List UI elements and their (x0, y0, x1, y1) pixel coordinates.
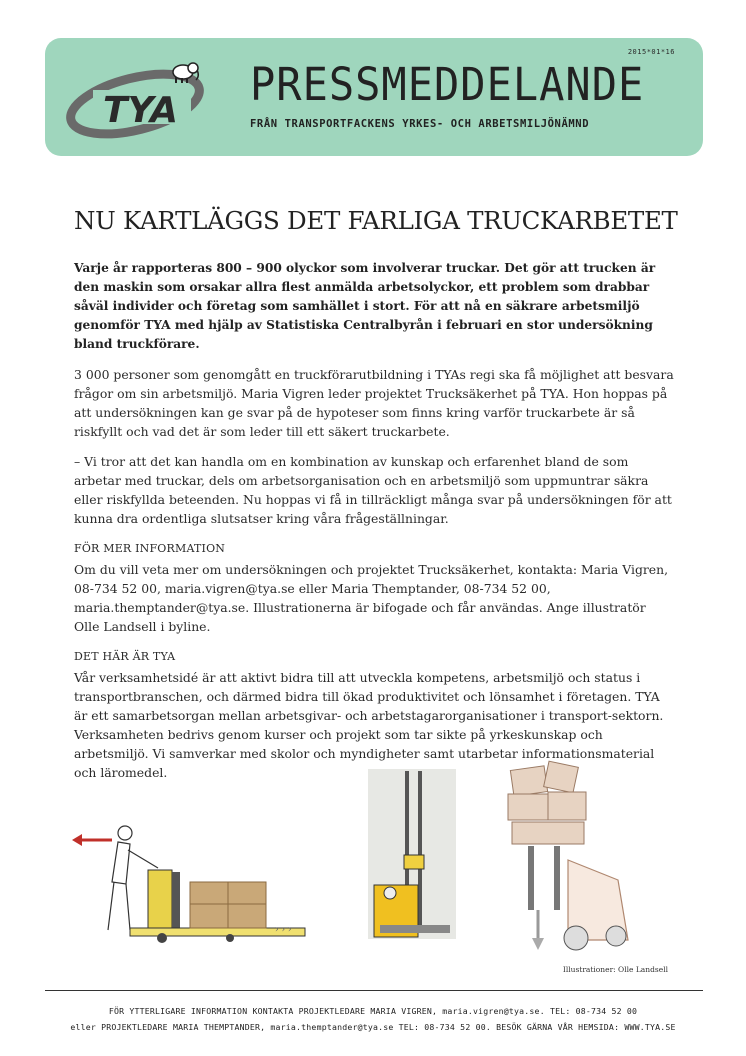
info-paragraph: Om du vill veta mer om undersökningen och projektet Trucksäkerhet, kontakta: Maria Vigren, 08-734 52 00, maria.vigren@tya.se eller Maria Themptander, 08-734 52 00, maria.themptander@tya.se. Illustrationerna är bifogade och får användas. Ange illustratör Olle Landsell i byline. (74, 562, 669, 634)
header-title: PRESSMEDDELANDE (250, 57, 645, 111)
footer-line-1: FÖR YTTERLIGARE INFORMATION KONTAKTA PROJEKTLEDARE MARIA VIGREN, maria.vigren@tya.se. TEL: 08-734 52 00 (108, 1006, 638, 1016)
footer-contact (0, 1003, 746, 1035)
release-date: 2015*01*16 (627, 48, 675, 56)
body-paragraph: 3 000 personer som genomgått en truckförarutbildning i TYAs regi ska få möjlighet att besvara frågor om sin arbetsmiljö. Maria Vigren leder projektet Trucksäkerhet på TYA. Hon hoppas på att undersökningen kan ge svar på de hypoteser som finns kring varför truckarbete är så riskfyllt och vad det är som leder till ett säkert truckarbete. (74, 367, 674, 439)
arrow-left-icon (72, 834, 112, 846)
logo-text: TYA (103, 90, 179, 131)
svg-text:› › ›: › › › (275, 925, 292, 935)
lead-paragraph: Varje år rapporteras 800 – 900 olyckor som involverar truckar. Det gör att trucken är den maskin som orsakar allra flest anmälda arbetsolyckor, ett problem som drabbar såväl individer och företag som samhället i stort. För att nå en säkrare arbetsmiljö genomför TYA med hjälp av Statistiska Centralbyrån i februari en stor undersökning bland truckförare. (74, 261, 656, 351)
header-subtitle: FRÅN TRANSPORTFACKENS YRKES- OCH ARBETSMILJÖNÄMND (250, 118, 590, 130)
tya-logo (63, 50, 213, 146)
illustration-credit: Illustrationer: Olle Landsell (562, 965, 668, 974)
pallet-truck-illustration (70, 820, 310, 945)
press-release-header (45, 38, 703, 156)
footer-divider (45, 990, 703, 991)
quote-paragraph: – Vi tror att det kan handla om en kombination av kunskap och erfarenhet bland de som arbetar med truckar, dels om arbetsorganisation och en arbetsmiljö som uppmuntrar säkra eller riskfyllda beteenden. Nu hoppas vi få in tillräckligt många svar på undersökningen för att kunna dra ordentliga slutsatser kring våra frågeställningar. (74, 454, 672, 526)
info-heading: FÖR MER INFORMATION (74, 542, 226, 555)
about-heading: DET HÄR ÄR TYA (74, 650, 176, 663)
article-headline: NU KARTLÄGGS DET FARLIGA TRUCKARBETET (74, 206, 678, 235)
article-body (74, 259, 674, 793)
reach-truck-illustration (360, 765, 465, 945)
tipping-forklift-illustration (498, 760, 648, 955)
footer-line-2: eller PROJEKTLEDARE MARIA THEMPTANDER, maria.themptander@tya.se TEL: 08-734 52 00. BESÖK GÄRNA VÅR HEMSIDA: WWW.TYA.SE (70, 1022, 676, 1032)
about-paragraph: Vår verksamhetsidé är att aktivt bidra till att utveckla kompetens, arbetsmiljö och status i transportbranschen, och därmed bidra till ökad produktivitet och lönsamhet i företagen. TYA är ett samarbetsorgan mellan arbetsgivar- och arbetstagarorganisationer i transport-sektorn. Verksamheten bedrivs genom kurser och projekt som tar sikte på yrkeskunskap och arbetsmiljö. Vi samverkar med skolor och myndigheter samt utarbetar informationsmaterial och läromedel. (74, 670, 664, 780)
